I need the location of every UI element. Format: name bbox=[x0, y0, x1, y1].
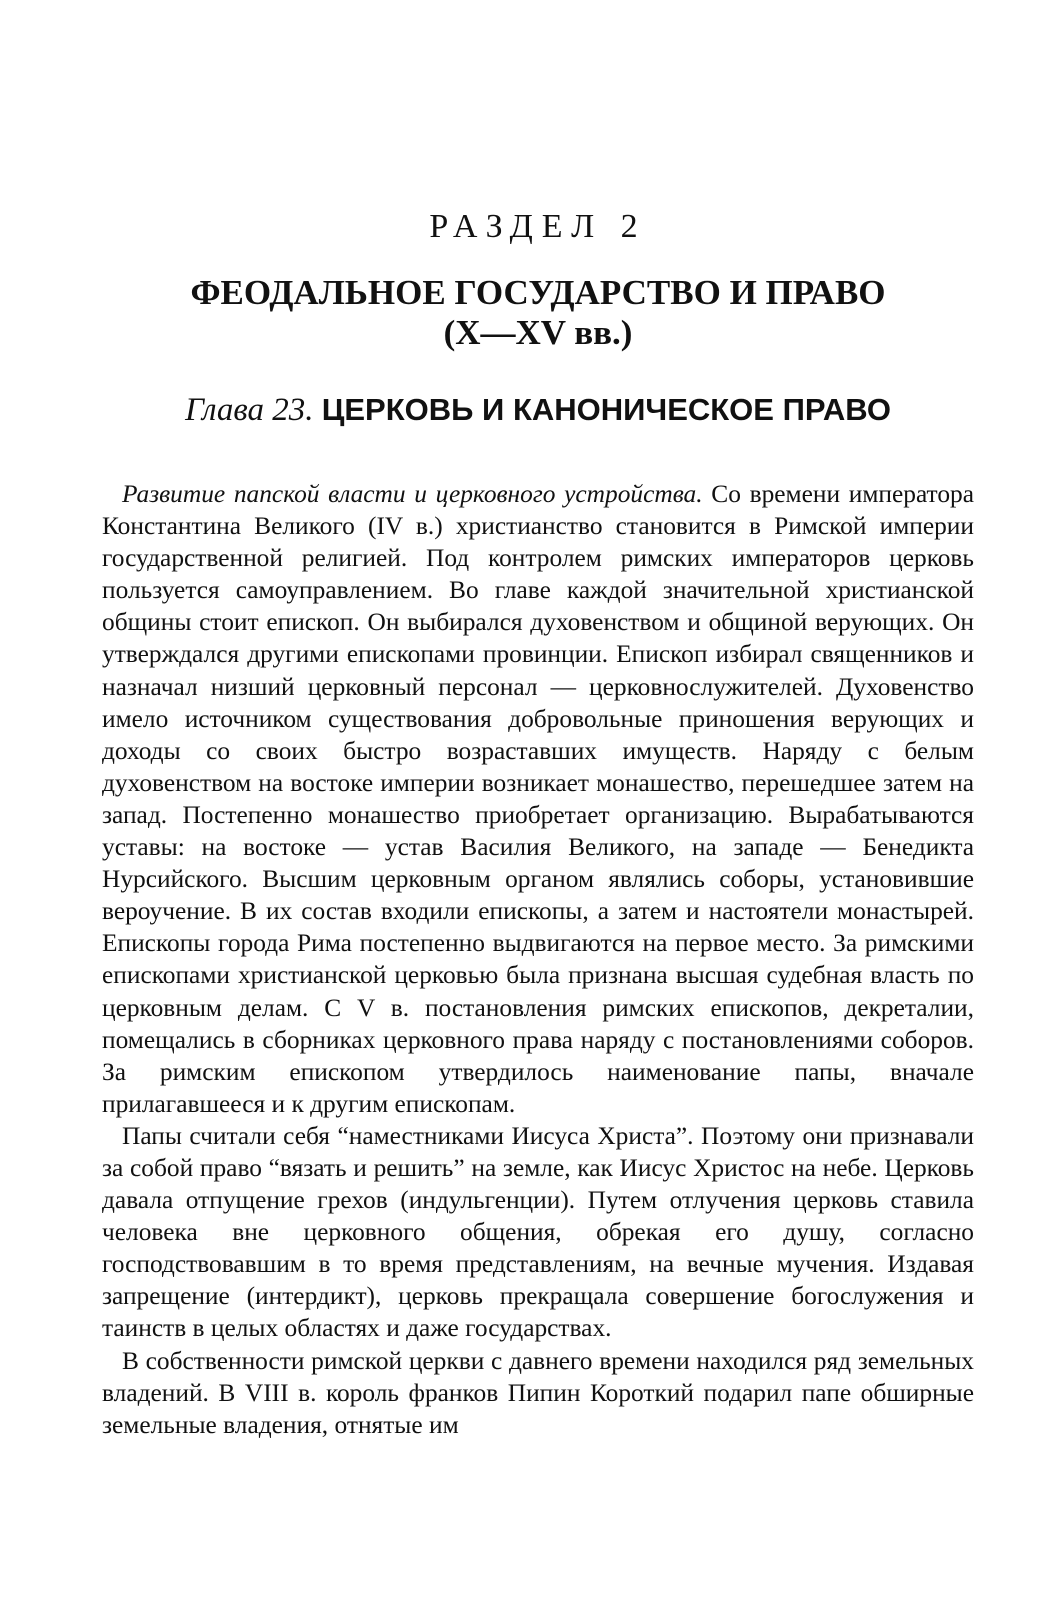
paragraph-1 bbox=[102, 478, 974, 1120]
paragraph-2: Папы считали себя “наместниками Иисуса Христа”. Поэтому они признавали за собой право “вязать и решить” на земле, как Иисус Христос на небе. Церковь давала отпущение грехов (индульгенции). Путем отлучения церковь ставила человека вне церковного общения, обрекая его душу, согласно господствовавшим в то время представлениям, на вечные мучения. Издавая запрещение (интердикт), церковь прекращала совершение богослужения и таинств в целых областях и даже государствах. bbox=[102, 1121, 974, 1343]
chapter-body bbox=[102, 478, 974, 1441]
part-title-line2: (X—XV вв.) bbox=[443, 313, 633, 352]
book-page bbox=[102, 0, 974, 1601]
paragraph-subhead: Развитие папской власти и церковного устройства. bbox=[122, 480, 703, 508]
chapter-title: ЦЕРКОВЬ И КАНОНИЧЕСКОЕ ПРАВО bbox=[321, 392, 891, 427]
paragraph-1-text: Со времени императора Константина Великого (IV в.) христианство становится в Римской империи государственной религией. Под контролем римских императоров церковь пользуется самоуправлением. Во главе каждой значительной христианской общины стоит епископ. Он выбирался духовенством и общиной верующих. Он утверждался другими епископами провинции. Епископ избирал священников и назначал низший церковный персонал — церковнослужителей. Духовенство имело источником существования добровольные приношения верующих и доходы со своих быстро возраставших имуществ. Наряду с белым духовенством на востоке империи возникает монашество, перешедшее затем на запад. Постепенно монашество приобретает организацию. Вырабатываются уставы: на востоке — устав Василия Великого, на западе — Бенедикта Нурсийского. Высшим церковным органом являлись соборы, установившие вероучение. В их состав входили епископы, а затем и настоятели монастырей. Епископы города Рима постепенно выдвигаются на первое место. За римскими епископами христианской церковью была признана высшая судебная власть по церковным делам. С V в. постановления римских епископов, декреталии, помещались в сборниках церковного права наряду с постановлениями соборов. За римским епископом утвердилось наименование папы, вначале прилагавшееся и к другим епископам. bbox=[102, 480, 974, 1118]
section-label: РАЗДЕЛ 2 bbox=[429, 208, 647, 245]
chapter-number: Глава 23. bbox=[185, 392, 314, 428]
paragraph-3: В собственности римской церкви с давнего времени находился ряд земельных владений. В VIII в. король франков Пипин Короткий подарил папе обширные земельные владения, отнятые им bbox=[102, 1346, 974, 1439]
chapter-heading bbox=[102, 392, 974, 429]
part-title-line1: ФЕОДАЛЬНОЕ ГОСУДАРСТВО И ПРАВО bbox=[190, 273, 886, 312]
part-title bbox=[102, 273, 974, 353]
